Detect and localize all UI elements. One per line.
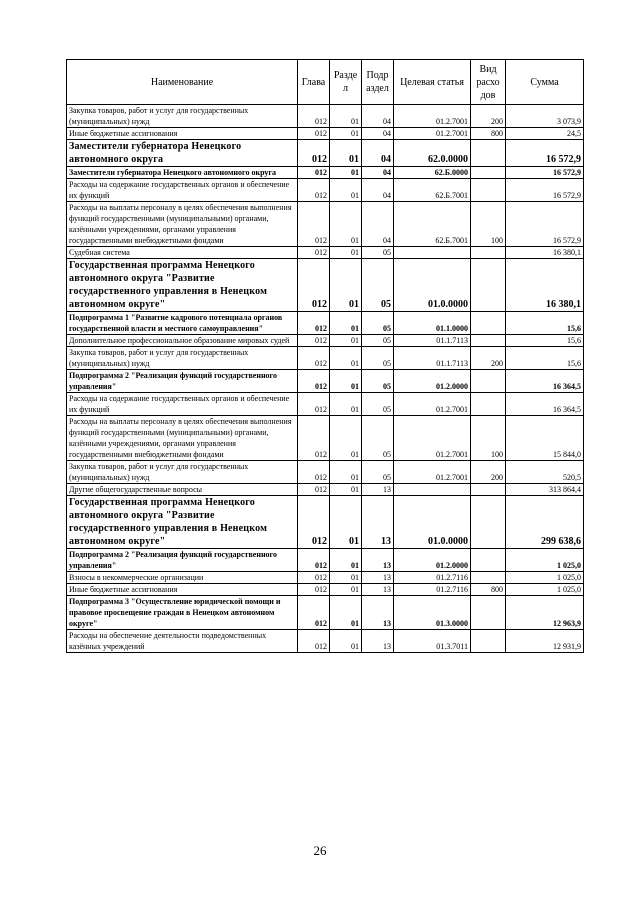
cell-section: 01 — [330, 128, 362, 140]
cell-section: 01 — [330, 105, 362, 128]
table-row — [67, 630, 584, 653]
cell-sum: 15 844,0 — [506, 416, 584, 461]
cell-sum: 16 572,9 — [506, 202, 584, 247]
table-row — [67, 393, 584, 416]
cell-chapter: 012 — [298, 335, 330, 347]
cell-target: 01.2.0000 — [394, 370, 471, 393]
cell-sum: 3 073,9 — [506, 105, 584, 128]
cell-subsection: 05 — [362, 259, 394, 312]
table-row — [67, 596, 584, 630]
header-subsection: Подр аздел — [362, 60, 394, 105]
cell-name: Подпрограмма 1 "Развитие кадрового потенциала органов государственной власти и местного самоуправления" — [67, 312, 298, 335]
table-row — [67, 584, 584, 596]
cell-subsection: 05 — [362, 370, 394, 393]
cell-type — [471, 259, 506, 312]
cell-type: 200 — [471, 347, 506, 370]
cell-name: Расходы на выплаты персоналу в целях обеспечения выполнения функций государственными (муниципальными) органами, казёнными учреждениями, органами управления государственными внебюджетными фондами — [67, 416, 298, 461]
cell-type: 200 — [471, 105, 506, 128]
cell-target: 01.2.0000 — [394, 549, 471, 572]
table-row — [67, 370, 584, 393]
cell-chapter: 012 — [298, 140, 330, 167]
cell-chapter: 012 — [298, 549, 330, 572]
cell-type — [471, 549, 506, 572]
cell-type — [471, 596, 506, 630]
cell-sum: 12 963,9 — [506, 596, 584, 630]
cell-type — [471, 370, 506, 393]
cell-target: 01.1.7113 — [394, 347, 471, 370]
header-type: Вид расхо дов — [471, 60, 506, 105]
cell-section: 01 — [330, 596, 362, 630]
cell-sum: 16 380,1 — [506, 247, 584, 259]
table-row — [67, 484, 584, 496]
cell-section: 01 — [330, 259, 362, 312]
cell-type — [471, 312, 506, 335]
cell-subsection: 04 — [362, 179, 394, 202]
cell-sum: 16 364,5 — [506, 370, 584, 393]
cell-chapter: 012 — [298, 167, 330, 179]
cell-chapter: 012 — [298, 596, 330, 630]
cell-name: Подпрограмма 2 "Реализация функций государственного управления" — [67, 370, 298, 393]
cell-sum: 313 864,4 — [506, 484, 584, 496]
cell-sum: 520,5 — [506, 461, 584, 484]
cell-chapter: 012 — [298, 179, 330, 202]
cell-subsection: 04 — [362, 167, 394, 179]
cell-type — [471, 630, 506, 653]
header-section: Разде л — [330, 60, 362, 105]
cell-subsection: 13 — [362, 484, 394, 496]
cell-name: Заместители губернатора Ненецкого автономного округа — [67, 167, 298, 179]
cell-sum: 1 025,0 — [506, 584, 584, 596]
table-row — [67, 416, 584, 461]
cell-type — [471, 179, 506, 202]
cell-target: 62.0.0000 — [394, 140, 471, 167]
cell-subsection: 13 — [362, 630, 394, 653]
cell-chapter: 012 — [298, 484, 330, 496]
cell-subsection: 05 — [362, 461, 394, 484]
table-row — [67, 461, 584, 484]
cell-subsection: 13 — [362, 549, 394, 572]
cell-subsection: 13 — [362, 596, 394, 630]
cell-sum: 299 638,6 — [506, 496, 584, 549]
cell-name: Иные бюджетные ассигнования — [67, 128, 298, 140]
cell-name: Взносы в некоммерческие организации — [67, 572, 298, 584]
cell-type: 100 — [471, 202, 506, 247]
cell-chapter: 012 — [298, 584, 330, 596]
cell-chapter: 012 — [298, 312, 330, 335]
cell-section: 01 — [330, 370, 362, 393]
cell-sum: 16 572,9 — [506, 179, 584, 202]
table-row — [67, 167, 584, 179]
cell-type: 800 — [471, 128, 506, 140]
header-target: Целевая статья — [394, 60, 471, 105]
table-row — [67, 179, 584, 202]
cell-target: 62.Б.7001 — [394, 202, 471, 247]
cell-subsection: 05 — [362, 247, 394, 259]
cell-name: Подпрограмма 2 "Реализация функций государственного управления" — [67, 549, 298, 572]
cell-chapter: 012 — [298, 259, 330, 312]
cell-section: 01 — [330, 630, 362, 653]
cell-subsection: 13 — [362, 496, 394, 549]
cell-target: 62.Б.0000 — [394, 167, 471, 179]
cell-type — [471, 140, 506, 167]
cell-section: 01 — [330, 584, 362, 596]
cell-sum: 1 025,0 — [506, 549, 584, 572]
cell-sum: 16 380,1 — [506, 259, 584, 312]
cell-type — [471, 572, 506, 584]
cell-sum: 16 364,5 — [506, 393, 584, 416]
cell-name: Иные бюджетные ассигнования — [67, 584, 298, 596]
cell-type — [471, 496, 506, 549]
cell-type — [471, 247, 506, 259]
table-row — [67, 496, 584, 549]
cell-type: 800 — [471, 584, 506, 596]
cell-type — [471, 335, 506, 347]
table-row — [67, 140, 584, 167]
cell-target: 01.2.7116 — [394, 584, 471, 596]
cell-sum: 15,6 — [506, 347, 584, 370]
cell-name: Закупка товаров, работ и услуг для государственных (муниципальных) нужд — [67, 461, 298, 484]
cell-type — [471, 167, 506, 179]
cell-name: Дополнительное профессиональное образование мировых судей — [67, 335, 298, 347]
cell-target: 01.1.7113 — [394, 335, 471, 347]
cell-chapter: 012 — [298, 572, 330, 584]
cell-subsection: 04 — [362, 202, 394, 247]
cell-section: 01 — [330, 484, 362, 496]
cell-target: 01.3.0000 — [394, 596, 471, 630]
cell-subsection: 13 — [362, 584, 394, 596]
cell-section: 01 — [330, 393, 362, 416]
table-row — [67, 347, 584, 370]
cell-name: Расходы на обеспечение деятельности подведомственных казённых учреждений — [67, 630, 298, 653]
cell-type: 100 — [471, 416, 506, 461]
header-name: Наименование — [67, 60, 298, 105]
cell-section: 01 — [330, 549, 362, 572]
cell-target — [394, 484, 471, 496]
table-row — [67, 549, 584, 572]
table-row — [67, 312, 584, 335]
budget-table — [66, 59, 584, 653]
cell-chapter: 012 — [298, 105, 330, 128]
cell-subsection: 04 — [362, 140, 394, 167]
cell-subsection: 05 — [362, 335, 394, 347]
header-chapter: Глава — [298, 60, 330, 105]
cell-chapter: 012 — [298, 128, 330, 140]
cell-target: 62.Б.7001 — [394, 179, 471, 202]
cell-target: 01.0.0000 — [394, 259, 471, 312]
cell-target: 01.3.7011 — [394, 630, 471, 653]
cell-sum: 1 025,0 — [506, 572, 584, 584]
cell-target: 01.2.7001 — [394, 416, 471, 461]
cell-subsection: 05 — [362, 416, 394, 461]
cell-target — [394, 247, 471, 259]
table-row — [67, 259, 584, 312]
cell-target: 01.2.7001 — [394, 105, 471, 128]
cell-chapter: 012 — [298, 461, 330, 484]
cell-sum: 15,6 — [506, 335, 584, 347]
table-row — [67, 335, 584, 347]
cell-type — [471, 393, 506, 416]
cell-subsection: 05 — [362, 312, 394, 335]
cell-target: 01.2.7001 — [394, 393, 471, 416]
cell-name: Закупка товаров, работ и услуг для государственных (муниципальных) нужд — [67, 105, 298, 128]
table-row — [67, 202, 584, 247]
cell-type: 200 — [471, 461, 506, 484]
cell-sum: 16 572,9 — [506, 167, 584, 179]
cell-name: Государственная программа Ненецкого автономного округа "Развитие государственного управления в Ненецком автономном округе" — [67, 496, 298, 549]
cell-section: 01 — [330, 461, 362, 484]
cell-name: Закупка товаров, работ и услуг для государственных (муниципальных) нужд — [67, 347, 298, 370]
table-row — [67, 247, 584, 259]
cell-chapter: 012 — [298, 630, 330, 653]
cell-sum: 12 931,9 — [506, 630, 584, 653]
cell-name: Заместители губернатора Ненецкого автономного округа — [67, 140, 298, 167]
cell-chapter: 012 — [298, 202, 330, 247]
cell-section: 01 — [330, 496, 362, 549]
cell-name: Подпрограмма 3 "Осуществление юридической помощи и правовое просвещение граждан в Ненецком автономном округе" — [67, 596, 298, 630]
cell-target: 01.1.0000 — [394, 312, 471, 335]
cell-section: 01 — [330, 140, 362, 167]
cell-subsection: 04 — [362, 105, 394, 128]
cell-target: 01.2.7001 — [394, 461, 471, 484]
cell-name: Судебная система — [67, 247, 298, 259]
cell-target: 01.2.7116 — [394, 572, 471, 584]
cell-type — [471, 484, 506, 496]
table-row — [67, 105, 584, 128]
page-number: 26 — [313, 843, 327, 858]
cell-section: 01 — [330, 167, 362, 179]
cell-chapter: 012 — [298, 370, 330, 393]
cell-chapter: 012 — [298, 416, 330, 461]
cell-section: 01 — [330, 335, 362, 347]
table-header-row — [67, 60, 584, 105]
table-row — [67, 572, 584, 584]
cell-sum: 16 572,9 — [506, 140, 584, 167]
cell-chapter: 012 — [298, 347, 330, 370]
cell-subsection: 04 — [362, 128, 394, 140]
cell-subsection: 05 — [362, 393, 394, 416]
cell-name: Расходы на выплаты персоналу в целях обеспечения выполнения функций государственными (муниципальными) органами, казёнными учреждениями, органами управления государственными внебюджетными фондами — [67, 202, 298, 247]
cell-chapter: 012 — [298, 496, 330, 549]
table-row — [67, 128, 584, 140]
cell-section: 01 — [330, 179, 362, 202]
cell-sum: 15,6 — [506, 312, 584, 335]
cell-sum: 24,5 — [506, 128, 584, 140]
cell-section: 01 — [330, 247, 362, 259]
cell-section: 01 — [330, 416, 362, 461]
cell-section: 01 — [330, 572, 362, 584]
cell-name: Расходы на содержание государственных органов и обеспечение их функций — [67, 393, 298, 416]
cell-subsection: 05 — [362, 347, 394, 370]
cell-subsection: 13 — [362, 572, 394, 584]
table-body — [67, 105, 584, 653]
cell-name: Расходы на содержание государственных органов и обеспечение их функций — [67, 179, 298, 202]
header-sum: Сумма — [506, 60, 584, 105]
cell-name: Другие общегосударственные вопросы — [67, 484, 298, 496]
cell-target: 01.2.7001 — [394, 128, 471, 140]
cell-section: 01 — [330, 202, 362, 247]
cell-section: 01 — [330, 347, 362, 370]
cell-name: Государственная программа Ненецкого автономного округа "Развитие государственного управления в Ненецком автономном округе" — [67, 259, 298, 312]
cell-target: 01.0.0000 — [394, 496, 471, 549]
cell-section: 01 — [330, 312, 362, 335]
cell-chapter: 012 — [298, 247, 330, 259]
cell-chapter: 012 — [298, 393, 330, 416]
